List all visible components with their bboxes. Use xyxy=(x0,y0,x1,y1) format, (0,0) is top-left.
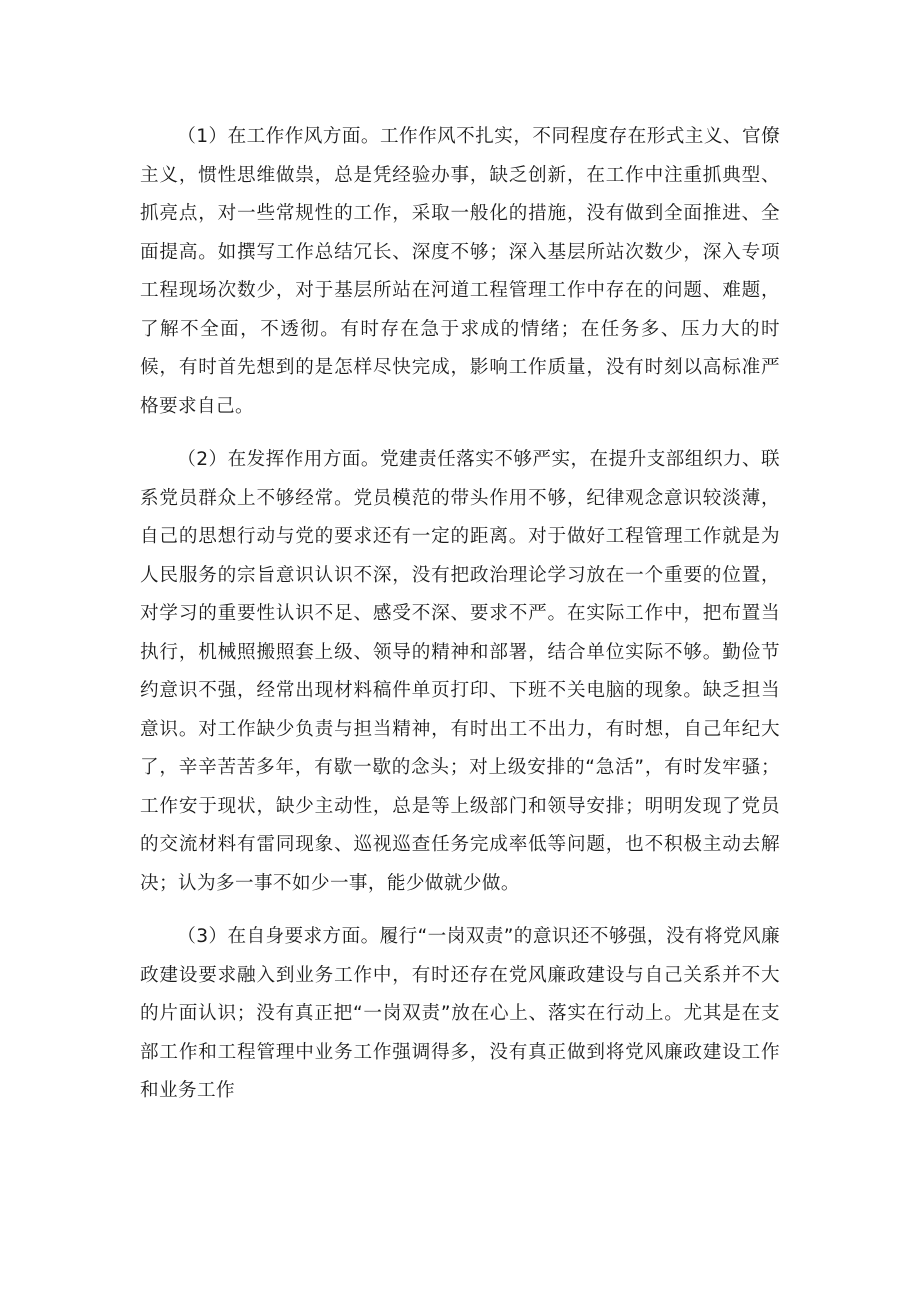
paragraph-work-style: （1）在工作作风方面。工作作风不扎实，不同程度存在形式主义、官僚主义，惯性思维做祟，总是凭经验办事，缺乏创新，在工作中注重抓典型、抓亮点，对一些常规性的工作，采取一般化的措施，没有做到全面推进、全面提高。如撰写工作总结冗长、深度不够；深入基层所站次数少，深入专项工程现场次数少，对于基层所站在河道工程管理工作中存在的问题、难题，了解不全面，不透彻。有时存在急于求成的情绪；在任务多、压力大的时候，有时首先想到的是怎样尽快完成，影响工作质量，没有时刻以高标准严格要求自己。 xyxy=(140,126,780,417)
paragraph-self-requirements: （3）在自身要求方面。履行“一岗双责”的意识还不够强，没有将党风廉政建设要求融入到业务工作中，有时还存在党风廉政建设与自己关系并不大的片面认识；没有真正把“一岗双责”放在心上、落实在行动上。尤其是在支部工作和工程管理中业务工作强调得多，没有真正做到将党风廉政建设工作和业务工作 xyxy=(140,926,780,1101)
paragraph-role-playing: （2）在发挥作用方面。党建责任落实不够严实，在提升支部组织力、联系党员群众上不够经常。党员模范的带头作用不够，纪律观念意识较淡薄，自己的思想行动与党的要求还有一定的距离。对于做好工程管理工作就是为人民服务的宗旨意识认识不深，没有把政治理论学习放在一个重要的位置，对学习的重要性认识不足、感受不深、要求不严。在实际工作中，把布置当执行，机械照搬照套上级、领导的精神和部署，结合单位实际不够。勤俭节约意识不强，经常出现材料稿件单页打印、下班不关电脑的现象。缺乏担当意识。对工作缺少负责与担当精神，有时出工不出力，有时想，自己年纪大了，辛辛苦苦多年，有歇一歇的念头；对上级安排的“急活”，有时发牢骚；工作安于现状，缺少主动性，总是等上级部门和领导安排；明明发现了党员的交流材料有雷同现象、巡视巡查任务完成率低等问题，也不积极主动去解决；认为多一事不如少一事，能少做就少做。 xyxy=(140,449,780,894)
document-body xyxy=(140,118,780,1111)
